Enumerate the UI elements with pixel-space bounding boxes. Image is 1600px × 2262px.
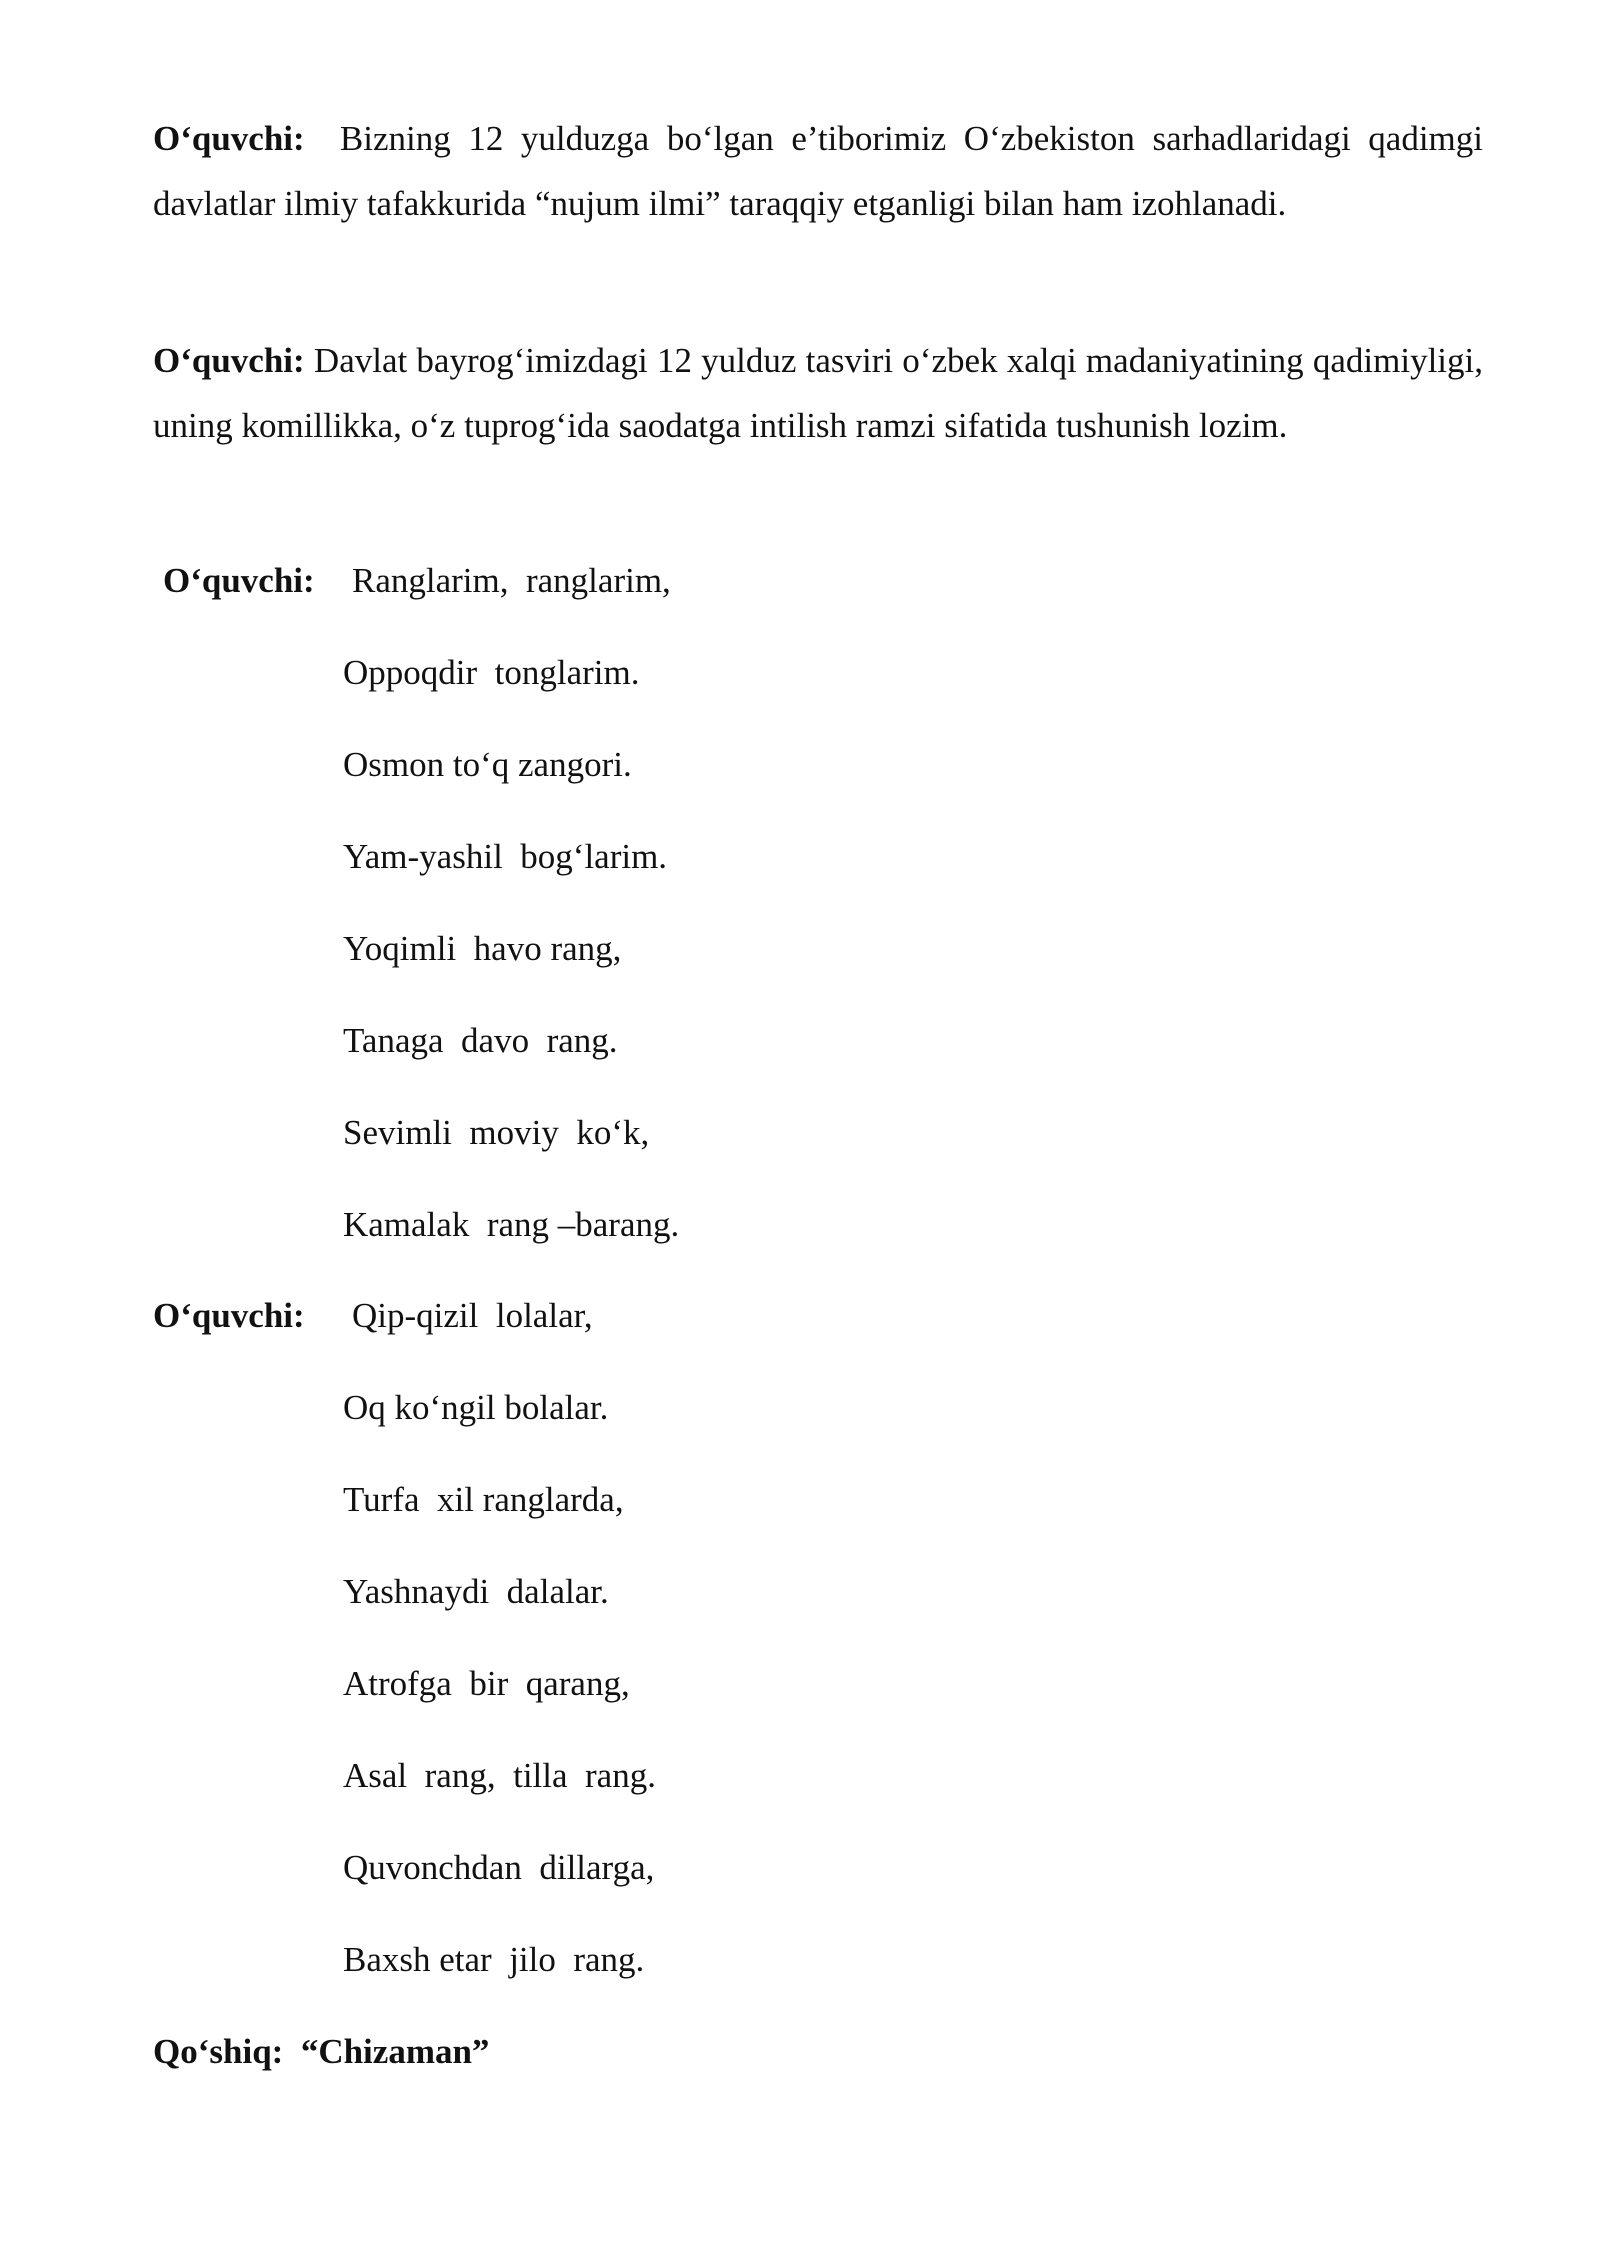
poem1-line: Yoqimli havo rang, — [343, 929, 622, 968]
poem1-line: Oppoqdir tonglarim. — [343, 653, 640, 692]
poem2-line: Atrofga bir qarang, — [343, 1664, 630, 1703]
poem1-line: Yam-yashil bog‘larim. — [343, 837, 668, 876]
speaker-label: O‘quvchi: — [153, 119, 305, 158]
poem1-line: Tanaga davo rang. — [343, 1021, 618, 1060]
paragraph-text: Bizning 12 yulduzga bo‘lgan e’tiborimiz O‘zbekiston sarhadlaridagi qadimgi davlatlar ilmiy tafakkurida “nujum ilmi” taraqqiy etganligi bilan ham izohlanadi. — [153, 119, 1484, 223]
poem1-line: Kamalak rang –barang. — [343, 1205, 680, 1244]
poem2-line: Quvonchdan dillarga, — [343, 1848, 655, 1887]
paragraph-2 — [153, 328, 1483, 458]
poem2-line: Baxsh etar jilo rang. — [343, 1940, 645, 1979]
poem2-line: Asal rang, tilla rang. — [343, 1756, 656, 1795]
poem2-line: Yashnaydi dalalar. — [343, 1572, 609, 1611]
poem1-first-line: Ranglarim, ranglarim, — [352, 561, 671, 600]
poem1-line: Osmon to‘q zangori. — [343, 745, 632, 784]
paragraph-1 — [153, 106, 1483, 236]
poem2-first-line: Qip-qizil lolalar, — [352, 1296, 593, 1335]
song-title: “Chizaman” — [300, 2032, 490, 2071]
poem1-line: Sevimli moviy ko‘k, — [343, 1113, 650, 1152]
paragraph-text: Davlat bayrog‘imizdagi 12 yulduz tasviri o‘zbek xalqi madaniyatining qadimiyligi, uning komillikka, o‘z tuprog‘ida saodatga intilish ramzi sifatida tushunish lozim. — [153, 341, 1483, 445]
song-heading — [153, 2029, 489, 2075]
poem2-line: Turfa xil ranglarda, — [343, 1480, 624, 1519]
poem2-speaker-label: O‘quvchi: — [153, 1296, 305, 1335]
poem1-speaker-label: O‘quvchi: — [163, 561, 315, 600]
poem2-line: Oq ko‘ngil bolalar. — [343, 1388, 609, 1427]
song-label: Qo‘shiq: — [153, 2032, 284, 2071]
speaker-label: O‘quvchi: — [153, 341, 305, 380]
